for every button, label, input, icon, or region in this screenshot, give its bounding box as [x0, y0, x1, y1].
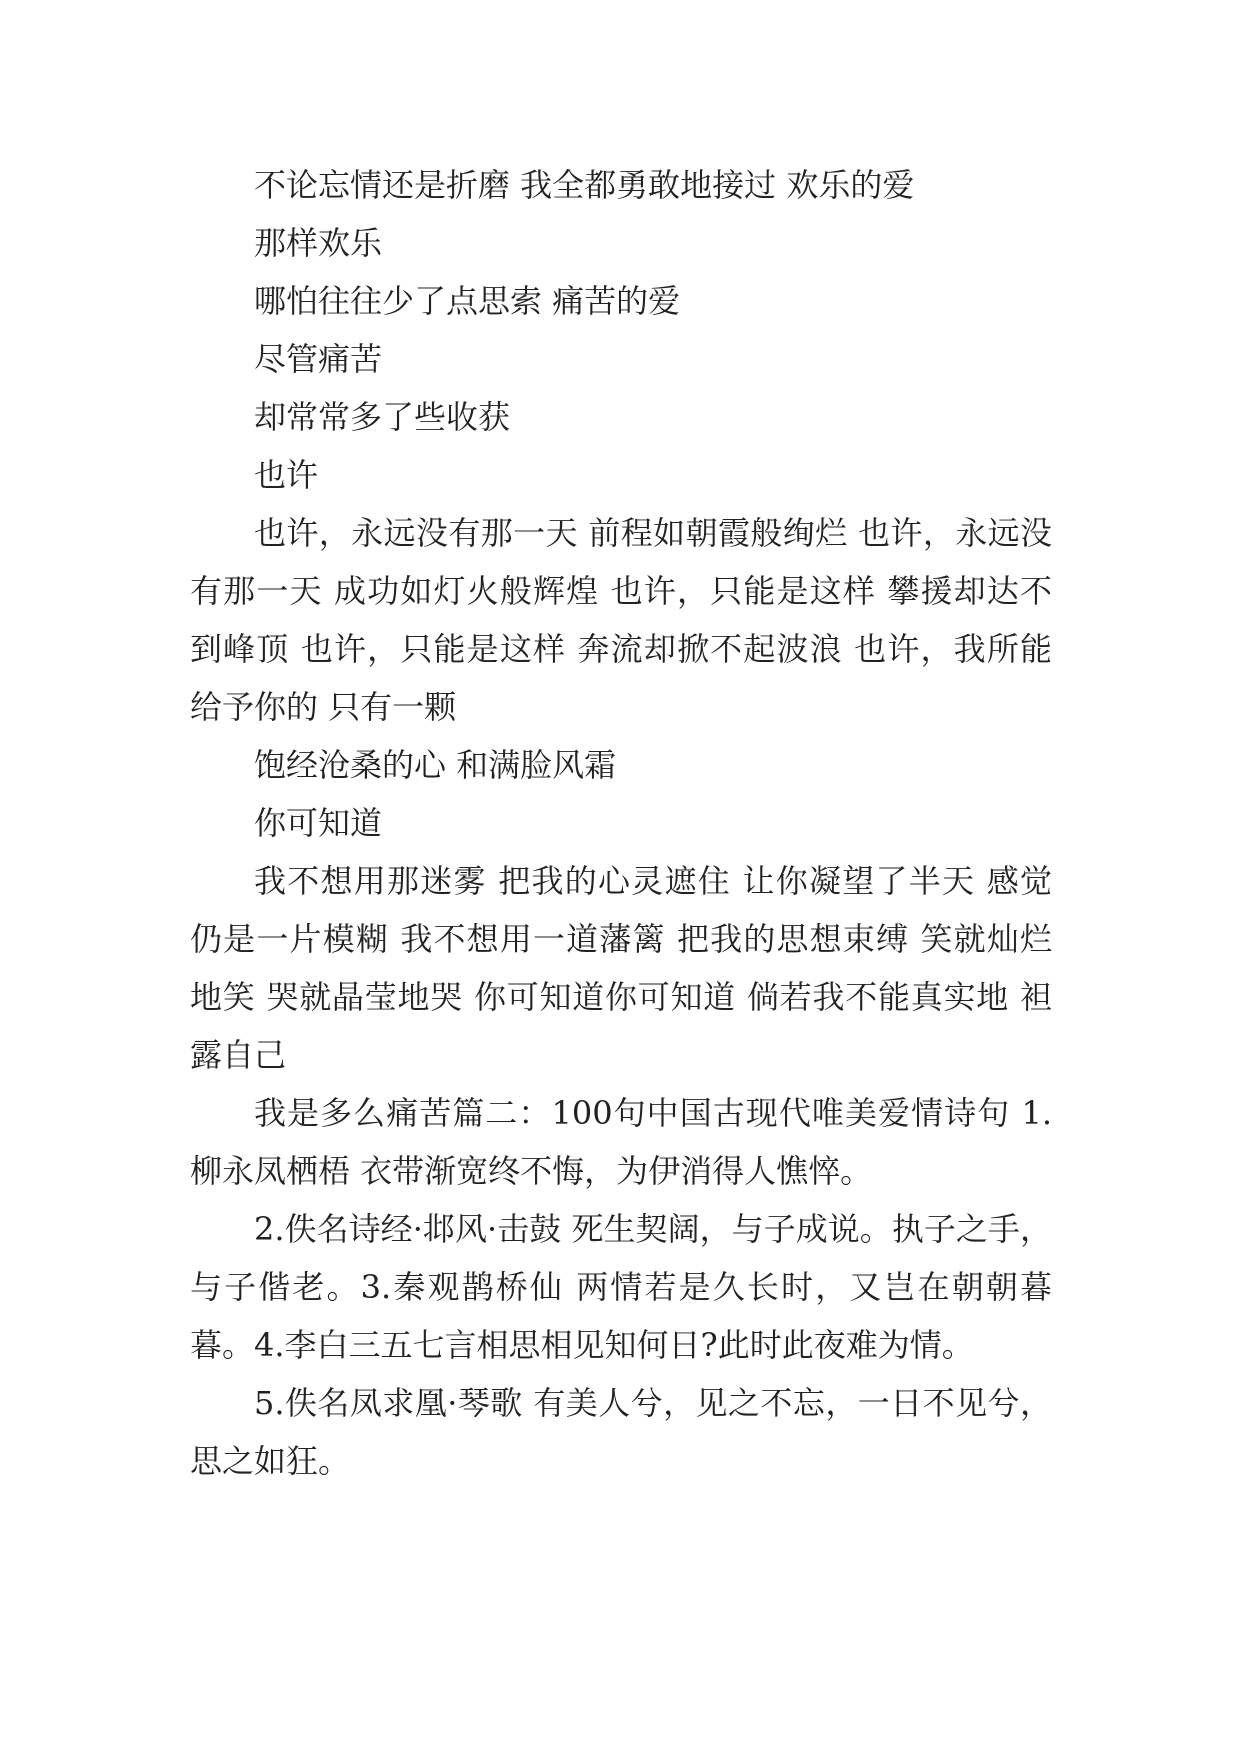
paragraph: 也许，永远没有那一天 前程如朝霞般绚烂 也许，永远没有那一天 成功如灯火般辉煌 也许，只能是这样 攀援却达不到峰顶 也许，只能是这样 奔流却掀不起波浪 也许，我所能给予你的 只有一颗 — [190, 514, 1052, 726]
paragraph: 不论忘情还是折磨 我全都勇敢地接过 欢乐的爱 — [254, 166, 915, 204]
paragraph: 也许 — [254, 456, 319, 494]
paragraph: 我不想用那迷雾 把我的心灵遮住 让你凝望了半天 感觉仍是一片模糊 我不想用一道藩篱 把我的思想束缚 笑就灿烂地笑 哭就晶莹地哭 你可知道你可知道 倘若我不能真实地 袒露自己 — [190, 862, 1052, 1074]
paragraph: 饱经沧桑的心 和满脸风霜 — [254, 746, 617, 784]
document-body — [190, 156, 1052, 1490]
paragraph: 哪怕往往少了点思索 痛苦的爱 — [254, 282, 681, 320]
paragraph: 我是多么痛苦篇二：100句中国古现代唯美爱情诗句 1.柳永凤栖梧 衣带渐宽终不悔，为伊消得人憔悴。 — [190, 1094, 1052, 1190]
paragraph: 那样欢乐 — [254, 224, 383, 262]
paragraph: 2.佚名诗经·邶风·击鼓 死生契阔，与子成说。执子之手，与子偕老。3.秦观鹊桥仙 两情若是久长时，又岂在朝朝暮暮。4.李白三五七言相思相见知何日?此时此夜难为情。 — [190, 1210, 1052, 1364]
paragraph: 5.佚名凤求凰·琴歌 有美人兮，见之不忘，一日不见兮，思之如狂。 — [190, 1384, 1052, 1480]
paragraph: 你可知道 — [254, 804, 383, 842]
paragraph: 尽管痛苦 — [254, 340, 383, 378]
paragraph: 却常常多了些收获 — [254, 398, 511, 436]
